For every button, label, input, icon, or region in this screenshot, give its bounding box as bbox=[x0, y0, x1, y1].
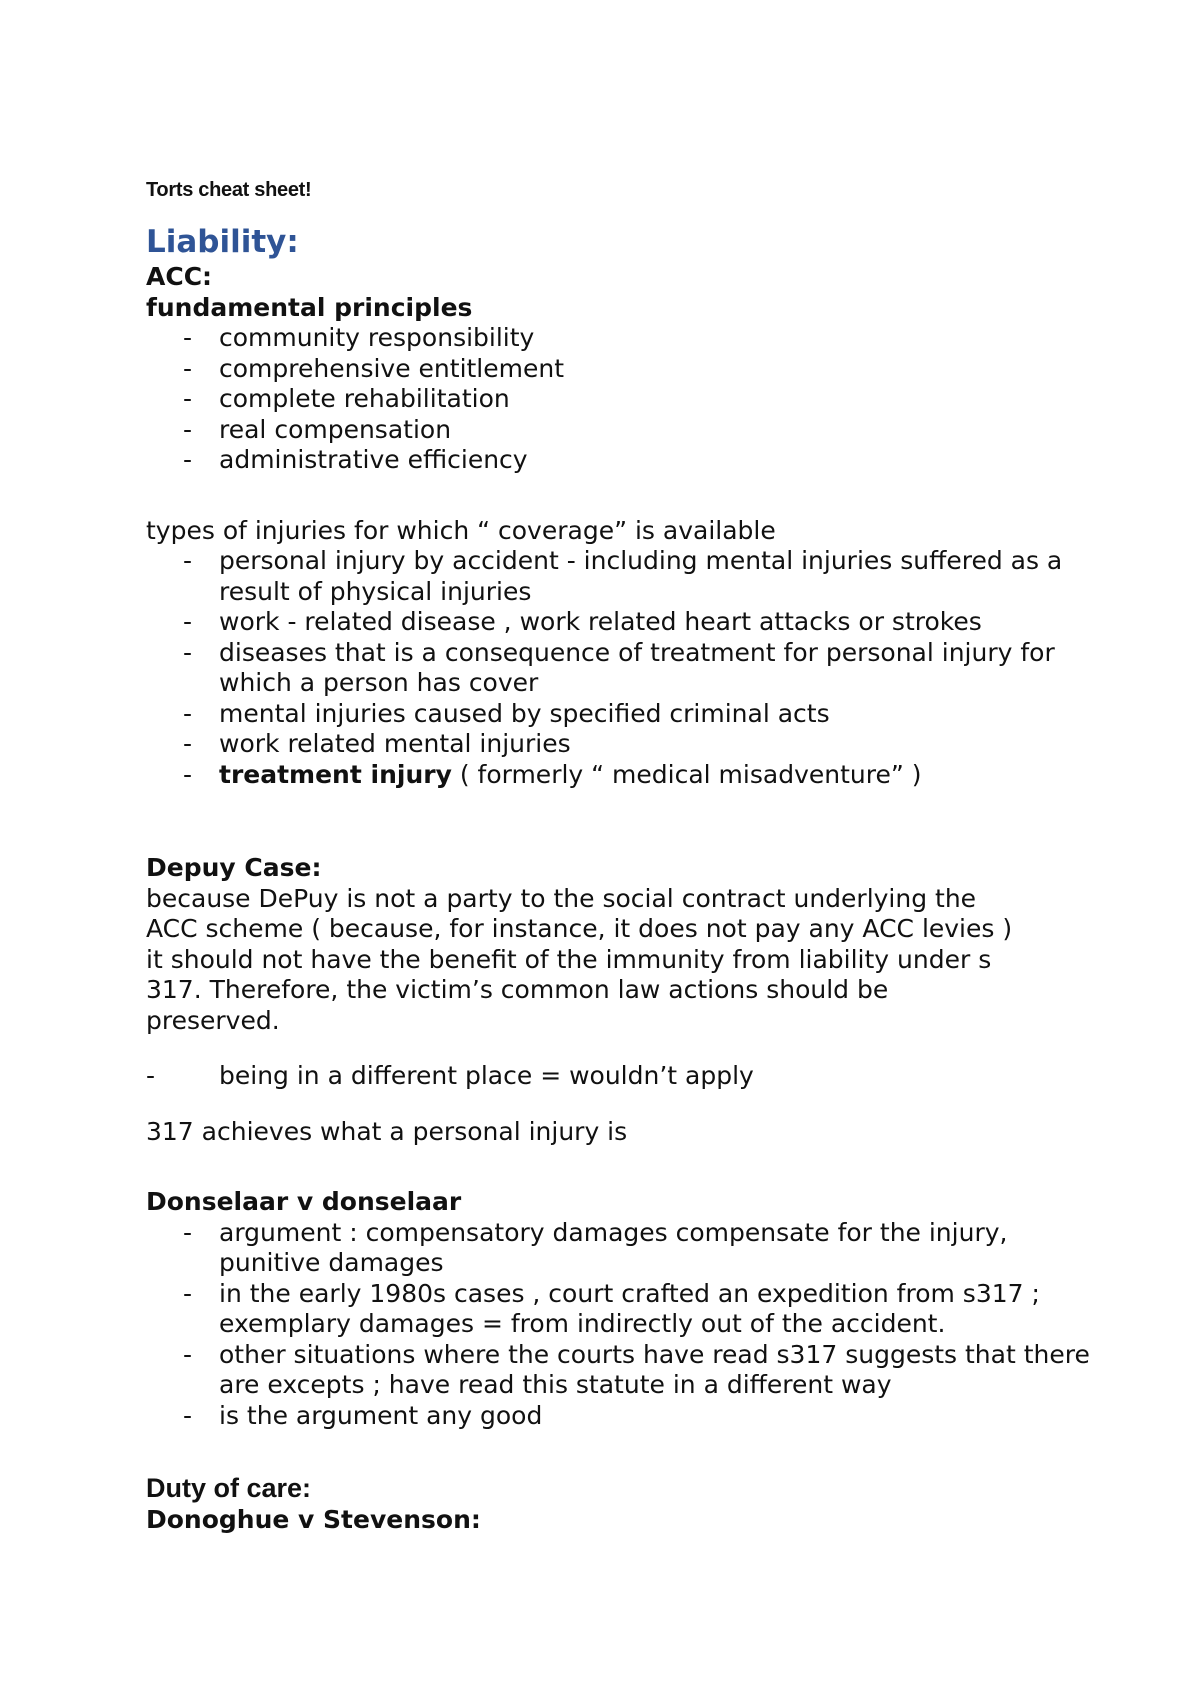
list-item bbox=[146, 760, 1106, 791]
depuy-line-5: preserved. bbox=[146, 1005, 280, 1035]
list-item-text: administrative efficiency bbox=[219, 445, 528, 474]
list-dash: - bbox=[183, 445, 193, 474]
list-item bbox=[146, 323, 1106, 354]
depuy-dash-text: being in a different place = wouldn’t apply bbox=[219, 1061, 754, 1090]
principles-list bbox=[146, 323, 1106, 476]
list-item bbox=[146, 638, 1106, 699]
depuy-heading: Depuy Case: bbox=[146, 853, 322, 882]
list-item-text: comprehensive entitlement bbox=[219, 353, 565, 383]
donoghue-heading: Donoghue v Stevenson: bbox=[146, 1505, 481, 1534]
list-dash: - bbox=[183, 1400, 193, 1430]
list-dash: - bbox=[146, 1061, 156, 1090]
list-item-text: diseases that is a consequence of treatment for personal injury for which a person has cover bbox=[219, 637, 1055, 697]
list-item-text: real compensation bbox=[219, 414, 452, 444]
fundamental-principles-label: fundamental principles bbox=[146, 292, 473, 322]
list-item-text: is the argument any good bbox=[219, 1400, 543, 1430]
list-dash: - bbox=[183, 546, 193, 575]
list-item bbox=[146, 384, 1106, 415]
list-item-text: work related mental injuries bbox=[219, 729, 571, 758]
treatment-injury-note: ( formerly “ medical misadventure” ) bbox=[451, 759, 922, 789]
list-item bbox=[146, 445, 1106, 476]
list-item bbox=[146, 607, 1106, 638]
acc-label: ACC: bbox=[146, 262, 213, 291]
list-item bbox=[146, 699, 1106, 730]
list-item bbox=[146, 415, 1106, 446]
list-dash: - bbox=[183, 384, 193, 413]
depuy-line-2: ACC scheme ( because, for instance, it does not pay any ACC levies ) bbox=[146, 914, 1013, 943]
list-dash: - bbox=[183, 353, 193, 383]
list-dash: - bbox=[183, 607, 193, 636]
list-dash: - bbox=[183, 759, 193, 789]
heading-liability: Liability: bbox=[146, 224, 299, 260]
list-item-text: in the early 1980s cases , court crafted an expedition from s317 ; exemplary damages = from indirectly out of the accident. bbox=[219, 1278, 1040, 1338]
list-item-text: other situations where the courts have read s317 suggests that there are excepts ; have read this statute in a different way bbox=[219, 1339, 1090, 1399]
list-dash: - bbox=[183, 1217, 193, 1247]
list-item bbox=[146, 354, 1106, 385]
list-item bbox=[146, 729, 1106, 760]
depuy-line-4: 317. Therefore, the victim’s common law actions should be bbox=[146, 975, 889, 1004]
document-title: Torts cheat sheet! bbox=[146, 179, 312, 201]
list-item bbox=[146, 1218, 1106, 1279]
list-dash: - bbox=[183, 637, 193, 667]
depuy-line-3: it should not have the benefit of the immunity from liability under s bbox=[146, 944, 992, 974]
depuy-after: 317 achieves what a personal injury is bbox=[146, 1116, 628, 1146]
list-dash: - bbox=[183, 1278, 193, 1308]
donselaar-heading: Donselaar v donselaar bbox=[146, 1187, 462, 1216]
list-dash: - bbox=[183, 323, 193, 352]
list-item-text: mental injuries caused by specified criminal acts bbox=[219, 698, 830, 728]
duty-of-care-heading: Duty of care: bbox=[146, 1473, 312, 1503]
list-item-text: complete rehabilitation bbox=[219, 384, 510, 413]
list-dash: - bbox=[183, 414, 193, 444]
coverage-list bbox=[146, 546, 1106, 790]
depuy-dash-item bbox=[146, 1061, 1106, 1092]
list-dash: - bbox=[183, 729, 193, 758]
list-item-text: work - related disease , work related heart attacks or strokes bbox=[219, 607, 982, 636]
coverage-intro: types of injuries for which “ coverage” is available bbox=[146, 515, 776, 545]
list-item-text: community responsibility bbox=[219, 323, 535, 352]
spacer bbox=[146, 1431, 1106, 1471]
spacer bbox=[146, 790, 1106, 853]
document-body bbox=[146, 176, 1106, 1536]
donselaar-list bbox=[146, 1218, 1106, 1432]
list-item-text: personal injury by accident - including mental injuries suffered as a result of physical injuries bbox=[219, 546, 1063, 606]
spacer bbox=[146, 476, 1106, 516]
depuy-line-1: because DePuy is not a party to the social contract underlying the bbox=[146, 883, 977, 913]
list-item-text bbox=[219, 760, 1099, 791]
list-item bbox=[146, 1401, 1106, 1432]
list-item-text: argument : compensatory damages compensate for the injury, punitive damages bbox=[219, 1217, 1008, 1277]
spacer bbox=[146, 1147, 1106, 1187]
list-item bbox=[146, 1279, 1106, 1340]
list-dash: - bbox=[183, 698, 193, 728]
list-dash: - bbox=[183, 1339, 193, 1369]
list-item bbox=[146, 1340, 1106, 1401]
treatment-injury-term: treatment injury bbox=[219, 759, 452, 789]
list-item bbox=[146, 546, 1106, 607]
